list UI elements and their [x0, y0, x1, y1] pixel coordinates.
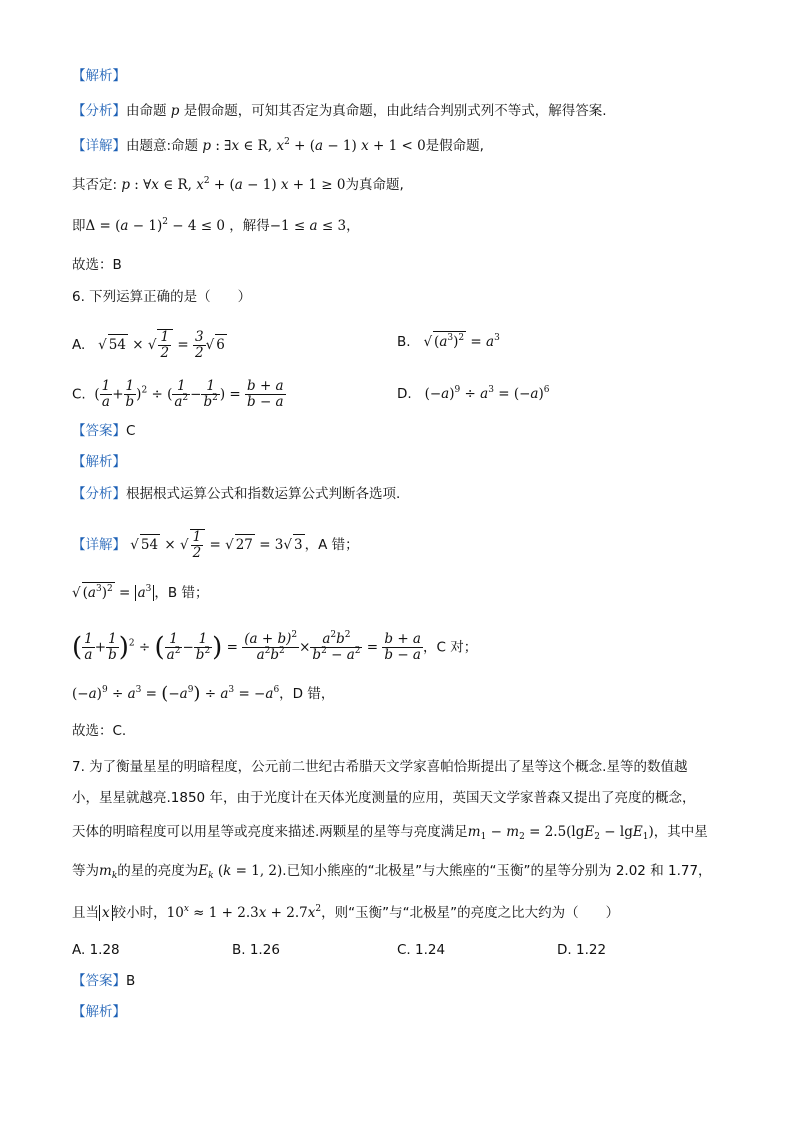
q7-jiexi-label: 【解析】: [72, 1004, 126, 1020]
q7-option-c: C. 1.24: [397, 942, 446, 958]
question-6-stem: 6. 下列运算正确的是（ ）: [72, 289, 252, 305]
q6-detail-d: $(-a)^9 \div a^3 = (-a^9) \div a^3 = -a^6$，D 错，: [72, 683, 335, 704]
q7-stem-line3: 天体的明暗程度可以用星等或亮度来描述.两颗星的星等与亮度满足$m_1 - m_2 = 2.5(\lg E_2 - \lg E_1)$，其中星: [72, 824, 708, 842]
q7-answer: 【答案】B: [72, 973, 136, 989]
discriminant-line: 即$\Delta = (a - 1)^2 - 4 \le 0$ ，解得−1 ≤ a ≤ 3，: [72, 217, 360, 234]
q6-choice: 故选：C.: [72, 723, 127, 739]
q6-detail-b: √ $(a^3)^2 = a^3$ ，B 错；: [72, 584, 209, 601]
q6-option-d: D. $(-a)^9 \div a^3 = (-a)^6$: [397, 385, 550, 402]
q7-stem-line5: 且当 x 较小时，$10^x \approx 1 + 2.3x + 2.7x^2$，则“玉衡”与“北极星”的亮度之比大约为（ ）: [72, 904, 620, 921]
q6-detail-a: 【详解】 √ 54 × √ $\frac{1}{2}$ = √ 27 = 3√ 3 ，A 错；: [72, 529, 359, 561]
q7-option-a: A. 1.28: [72, 942, 120, 958]
q6-option-c: C. ( $\frac{1}{a}$ + $\frac{1}{b}$ )$^2$ ÷ ( $\frac{1}{a^2}$ − $\frac{1}{b^2}$ ) = $\frac{b + a}{b - a}$: [72, 378, 284, 410]
q6-option-b: B. √ $(a^3)^2 = a^3$: [397, 333, 500, 350]
detail-line: 【详解】由题意:命题 p : ∃x ∈ R, $x^2 + (a - 1) x + 1 < 0$是假命题,: [72, 137, 484, 154]
negation-line: 其否定: p : ∀x ∈ R, $x^2 + (a - 1) x + 1 \ge 0$为真命题,: [72, 176, 404, 193]
q7-stem-line2: 小，星星就越亮.1850 年，由于光度计在天体光度测量的应用，英国天文学家普森又提出了亮度的概念，: [72, 790, 696, 806]
q6-answer: 【答案】C: [72, 423, 136, 439]
q6-detail-c: ( $\frac{1}{a}$ + $\frac{1}{b}$ )$^2$ ÷ ( $\frac{1}{a^2}$ − $\frac{1}{b^2}$ ) = $\frac{(a + b)^2}{a^2b^2}$ × $\frac{a^2b^2}{b^2 - a^2}$ = $\frac{b + a}{b - a}$ ，C 对；: [72, 630, 478, 663]
q7-option-d: D. 1.22: [557, 942, 607, 958]
q6-analysis: 【分析】根据根式运算公式和指数运算公式判断各选项.: [72, 486, 401, 502]
section-label-jiexi: 【解析】: [72, 68, 126, 84]
answer-choice-line: 故选：B: [72, 257, 122, 273]
q6-option-a: A. √ 54 × √ $\frac{1}{2}$ = $\frac{3}{2}$ √ 6: [72, 328, 225, 361]
q7-option-b: B. 1.26: [232, 942, 280, 958]
q6-jiexi-label: 【解析】: [72, 454, 126, 470]
q7-stem-line1: 7. 为了衡量星星的明暗程度，公元前二世纪古希腊天文学家喜帕恰斯提出了星等这个概念.星等的数值越: [72, 759, 688, 775]
analysis-line: 【分析】由命题 p 是假命题，可知其否定为真命题，由此结合判别式列不等式，解得答案.: [72, 103, 607, 119]
q7-stem-line4: 等为$m_k$的星的亮度为$E_k$ (k = 1, 2).已知小熊座的“北极星”与大熊座的“玉衡”的星等分别为 2.02 和 1.77，: [72, 863, 712, 881]
